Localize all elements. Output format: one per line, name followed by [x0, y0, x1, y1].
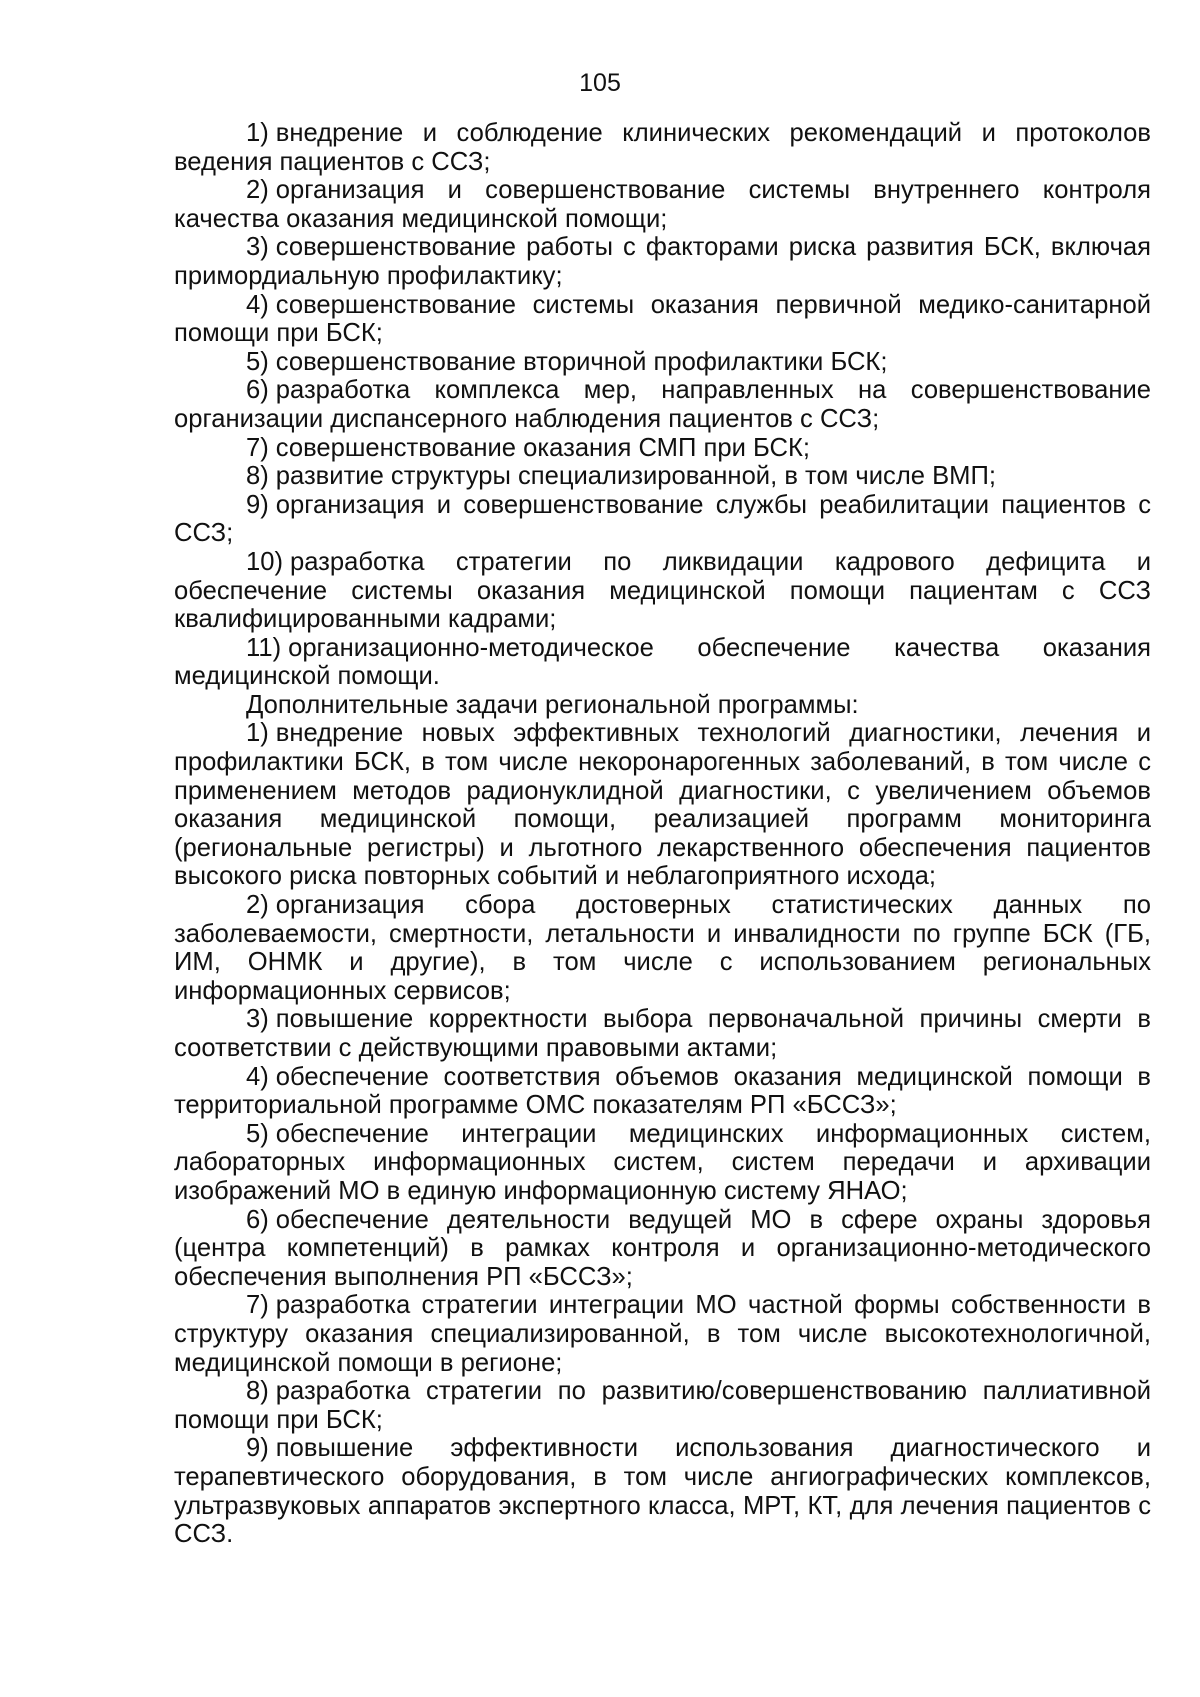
list-item-text: обеспечение соответствия объемов оказания медицинской помощи в территориальной программе ОМС показателям РП «БССЗ»;	[174, 1062, 1151, 1120]
list-item-text: обеспечение деятельности ведущей МО в сфере охраны здоровья (центра компетенций) в рамках контроля и организационно-методического обеспечения выполнения РП «БССЗ»;	[174, 1205, 1151, 1291]
list-item-text: разработка стратегии по ликвидации кадрового дефицита и обеспечение системы оказания медицинской помощи пациентам с ССЗ квалифицированными кадрами;	[174, 547, 1151, 634]
list-item	[174, 491, 1151, 548]
list-item-number: 5)	[246, 1119, 269, 1148]
list-item-number: 6)	[246, 376, 269, 405]
main-task-list	[174, 119, 1151, 691]
list-item-number: 10)	[246, 547, 283, 576]
list-item	[174, 348, 1151, 377]
list-item-text: организация сбора достоверных статистических данных по заболеваемости, смертности, летальности и инвалидности по группе БСК (ГБ, ИМ, ОНМК и другие), в том числе с использованием региональных информационных сервисов;	[174, 891, 1151, 1005]
list-item	[174, 548, 1151, 634]
page-number: 105	[579, 69, 621, 97]
list-item-text: разработка стратегии по развитию/совершенствованию паллиативной помощи при БСК;	[174, 1377, 1151, 1434]
list-item-text: организация и совершенствование системы внутреннего контроля качества оказания медицинской помощи;	[174, 176, 1151, 233]
list-item-text: обеспечение интеграции медицинских информационных систем, лабораторных информационных систем, систем передачи и архивации изображений МО в единую информационную систему ЯНАО;	[174, 1119, 1151, 1205]
list-item	[174, 176, 1151, 233]
list-item	[174, 233, 1151, 290]
list-item-text: разработка комплекса мер, направленных на совершенствование организации диспансерного наблюдения пациентов с ССЗ;	[174, 376, 1151, 433]
list-item-number: 1)	[246, 719, 269, 748]
list-item	[174, 119, 1151, 176]
list-item	[174, 1377, 1151, 1434]
list-item-text: разработка стратегии интеграции МО частной формы собственности в структуру оказания специализированной, в том числе высокотехнологичной, медицинской помощи в регионе;	[174, 1291, 1151, 1377]
list-item-text: развитие структуры специализированной, в том числе ВМП;	[275, 462, 997, 491]
list-item-number: 4)	[246, 290, 269, 319]
list-item	[174, 1005, 1151, 1062]
list-item	[174, 1434, 1151, 1548]
list-item-number: 7)	[246, 1291, 269, 1320]
list-item-number: 11)	[246, 633, 282, 662]
list-item	[174, 891, 1151, 1005]
list-item-text: совершенствование работы с факторами риска развития БСК, включая примордиальную профилактику;	[174, 233, 1151, 290]
list-item-number: 6)	[246, 1205, 269, 1234]
list-item-text: совершенствование вторичной профилактики БСК;	[275, 347, 888, 376]
list-item-text: повышение корректности выбора первоначальной причины смерти в соответствии с действующими правовыми актами;	[174, 1005, 1151, 1062]
list-item-text: внедрение новых эффективных технологий диагностики, лечения и профилактики БСК, в том числе некоронарогенных заболеваний, в том числе с применением методов радионуклидной диагностики, с увеличением объемов оказания медицинской помощи, реализацией программ мониторинга (региональные регистры) и льготного лекарственного обеспечения пациентов высокого риска повторных событий и неблагоприятного исхода;	[174, 719, 1151, 891]
additional-tasks-heading: Дополнительные задачи региональной программы:	[246, 690, 859, 719]
list-item-number: 7)	[246, 433, 269, 462]
list-item-text: совершенствование системы оказания первичной медико-санитарной помощи при БСК;	[174, 290, 1151, 348]
list-item-number: 2)	[246, 891, 269, 920]
list-item-number: 8)	[246, 462, 269, 491]
list-item-text: организация и совершенствование службы реабилитации пациентов с ССЗ;	[174, 490, 1151, 548]
list-item	[174, 1291, 1151, 1377]
list-item-text: совершенствование оказания СМП при БСК;	[275, 433, 810, 462]
list-item	[174, 1120, 1151, 1206]
list-item-number: 5)	[246, 347, 269, 376]
list-item-text: внедрение и соблюдение клинических рекомендаций и протоколов ведения пациентов с ССЗ;	[174, 119, 1151, 176]
list-item-number: 9)	[246, 490, 269, 519]
additional-task-list	[174, 719, 1151, 1548]
list-item-number: 3)	[246, 1005, 269, 1034]
list-item-number: 8)	[246, 1377, 269, 1406]
list-item-number: 9)	[246, 1434, 269, 1463]
list-item	[174, 634, 1151, 691]
list-item-number: 3)	[246, 233, 269, 262]
list-item-number: 4)	[246, 1062, 269, 1091]
list-item	[174, 1063, 1151, 1120]
list-item	[174, 376, 1151, 433]
list-item	[174, 291, 1151, 348]
list-item	[174, 462, 1151, 491]
page-content	[174, 119, 1151, 1549]
list-item-text: повышение эффективности использования диагностического и терапевтического оборудования, в том числе ангиографических комплексов, ультразвуковых аппаратов экспертного класса, МРТ, КТ, для лечения пациентов с ССЗ.	[174, 1434, 1151, 1549]
list-item	[174, 719, 1151, 891]
list-item-number: 1)	[246, 119, 269, 147]
list-item-text: организационно-методическое обеспечение качества оказания медицинской помощи.	[174, 633, 1151, 691]
list-item	[174, 434, 1151, 463]
list-item-number: 2)	[246, 176, 269, 205]
list-item	[174, 1206, 1151, 1292]
